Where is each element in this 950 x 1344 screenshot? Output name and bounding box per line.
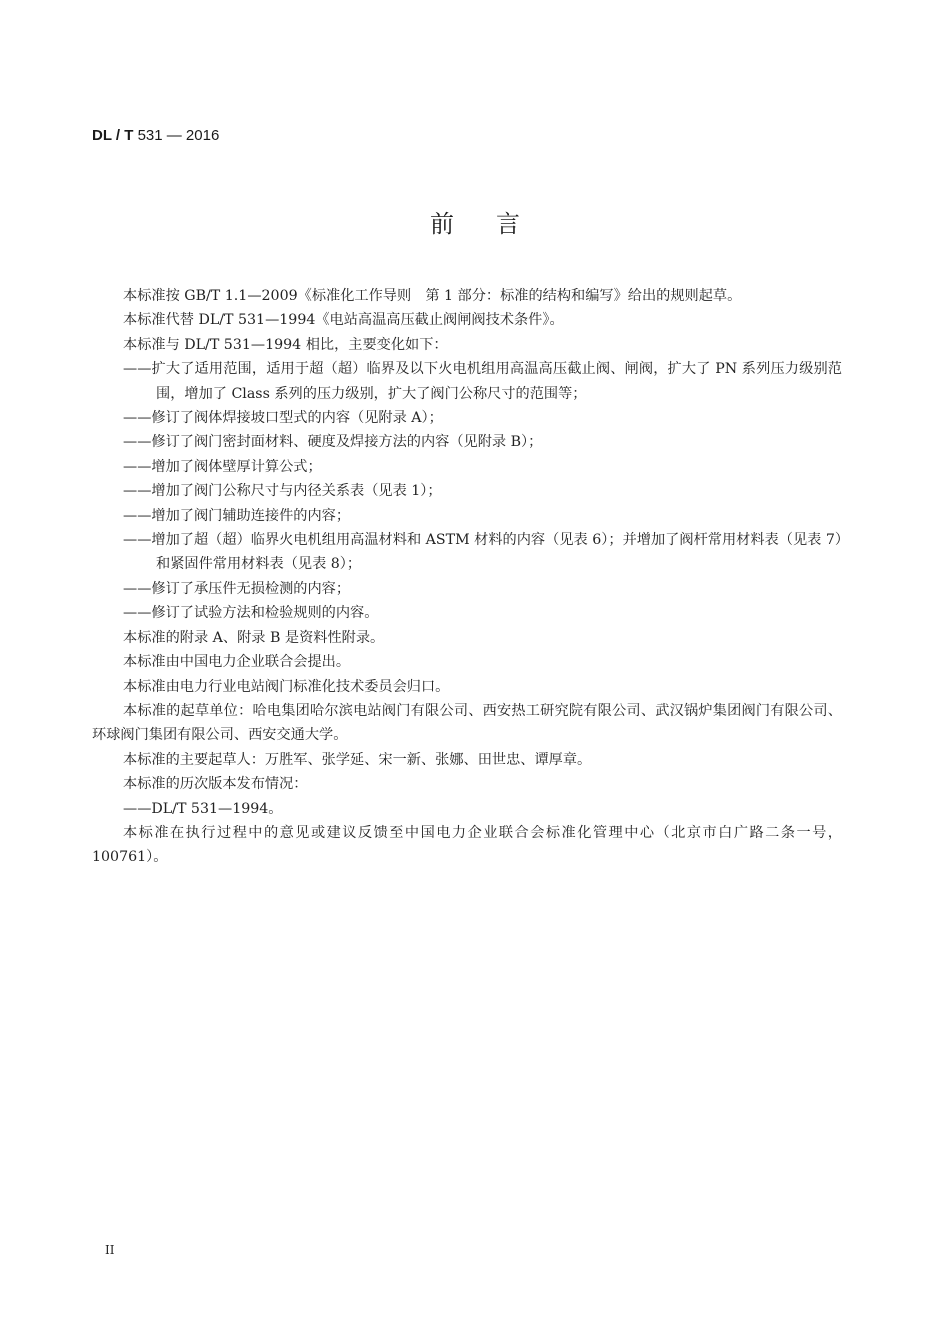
change-list-item: ——扩大了适用范围，适用于超（超）临界及以下火电机组用高温高压截止阀、闸阀，扩大了 PN 系列压力级别范围，增加了 Class 系列的压力级别，扩大了阀门公称尺寸的范围等；	[123, 361, 842, 402]
paragraph: 本标准由中国电力企业联合会提出。	[123, 654, 351, 671]
change-list-item: ——增加了阀体壁厚计算公式；	[123, 458, 322, 475]
page-number: II	[105, 1243, 115, 1257]
change-list-item: ——修订了试验方法和检验规则的内容。	[123, 605, 379, 622]
standard-number: 531 — 2016	[137, 127, 220, 144]
paragraph: 本标准的起草单位：哈电集团哈尔滨电站阀门有限公司、西安热工研究院有限公司、武汉锅炉集团阀门有限公司、环球阀门集团有限公司、西安交通大学。	[92, 702, 842, 744]
page-title: 前言	[430, 210, 562, 238]
paragraph: ——DL/T 531—1994。	[123, 800, 283, 817]
paragraph: 本标准的附录 A、附录 B 是资料性附录。	[123, 629, 385, 646]
change-list-item: ——增加了阀门辅助连接件的内容；	[123, 507, 351, 524]
paragraph: 本标准的历次版本发布情况：	[123, 776, 308, 793]
change-list-item: ——修订了阀门密封面材料、硬度及焊接方法的内容（见附录 B）；	[123, 434, 543, 451]
change-list-item: ——增加了阀门公称尺寸与内径关系表（见表 1）；	[123, 483, 442, 500]
paragraph: 本标准的主要起草人：万胜军、张学延、宋一新、张娜、田世忠、谭厚章。	[123, 751, 592, 768]
foreword-body	[92, 284, 842, 870]
change-list-item: ——增加了超（超）临界火电机组用高温材料和 ASTM 材料的内容（见表 6）；并增加了阀杆常用材料表（见表 7）和紧固件常用材料表（见表 8）；	[123, 532, 842, 573]
change-list-item: ——修订了承压件无损检测的内容；	[123, 580, 351, 597]
paragraph: 本标准按 GB/T 1.1—2009《标准化工作导则 第 1 部分：标准的结构和编写》给出的规则起草。	[123, 288, 742, 304]
paragraph: 本标准与 DL/T 531—1994 相比，主要变化如下：	[123, 336, 448, 353]
paragraph: 本标准代替 DL/T 531—1994《电站高温高压截止阀闸阀技术条件》。	[123, 312, 564, 329]
paragraph: 本标准由电力行业电站阀门标准化技术委员会归口。	[123, 678, 450, 695]
document-code-header	[92, 127, 219, 144]
standard-code: DL / T	[92, 127, 134, 144]
change-list-item: ——修订了阀体焊接坡口型式的内容（见附录 A）；	[123, 410, 443, 427]
paragraph: 本标准在执行过程中的意见或建议反馈至中国电力企业联合会标准化管理中心（北京市白广路二条一号，100761）。	[92, 824, 842, 866]
